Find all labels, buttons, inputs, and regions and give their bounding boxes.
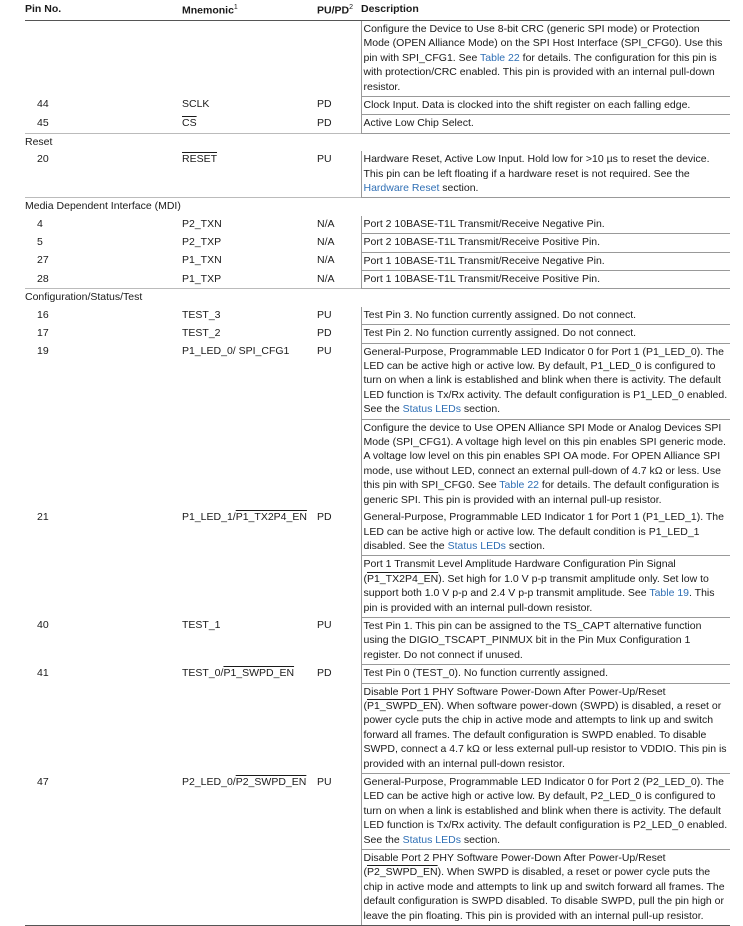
mnemonic: P1_TXN	[182, 254, 222, 267]
pupd: PU	[317, 345, 332, 358]
pupd: PU	[317, 308, 332, 321]
mnemonic: RESET	[182, 153, 218, 166]
table-row	[25, 115, 730, 133]
pin-number: 41	[37, 666, 49, 679]
table-row	[25, 216, 730, 234]
mnemonic: P2_TXP	[182, 235, 222, 248]
table-row	[25, 325, 730, 343]
description-cell: Configure the Device to Use 8-bit CRC (generic SPI mode) or Protection Mode (OPEN Alliance Mode) on the SPI Host Interface (SPI_CFG0). Use this pin with SPI_CFG1. See Table 22 for details. The configuration for this pin is with protection/CRC enabled. This pin is provided with an internal pull-down resistor.	[361, 20, 730, 96]
description-cell: Port 2 10BASE-T1L Transmit/Receive Negative Pin.	[361, 216, 730, 234]
mnemonic: P2_TXN	[182, 217, 222, 230]
table-row	[25, 252, 730, 270]
section-title: Media Dependent Interface (MDI)	[25, 198, 730, 216]
table-row	[25, 617, 730, 664]
table-row	[25, 234, 730, 252]
pin-number: 47	[37, 775, 49, 788]
pupd: PU	[317, 775, 332, 788]
mnemonic: P1_LED_0/ SPI_CFG1	[182, 345, 290, 358]
header-description: Description	[361, 0, 730, 20]
status-leds-link[interactable]: Status LEDs	[447, 539, 506, 552]
pupd: PU	[317, 619, 332, 632]
description-cell: Test Pin 3. No function currently assigned. Do not connect.	[361, 307, 730, 325]
section-title: Configuration/Status/Test	[25, 289, 730, 307]
description-cell: Port 1 10BASE-T1L Transmit/Receive Positive Pin.	[361, 271, 730, 289]
table-row	[25, 419, 730, 509]
pupd: N/A	[317, 254, 335, 267]
description-cell: General-Purpose, Programmable LED Indicator 1 for Port 1 (P1_LED_1). The LED can be active high or active low. The default condition is P1_LED_1 disabled. See the Status LEDs section.	[361, 509, 730, 556]
pin-number: 28	[37, 272, 49, 285]
pin-number: 20	[37, 153, 49, 166]
table-22-link[interactable]: Table 22	[499, 479, 539, 492]
table-row	[25, 850, 730, 926]
description-cell: Test Pin 2. No function currently assigned. Do not connect.	[361, 325, 730, 343]
pupd: N/A	[317, 217, 335, 230]
pin-number: 17	[37, 326, 49, 339]
section-row-reset	[25, 133, 730, 151]
mnemonic: TEST_1	[182, 619, 221, 632]
description-cell: Clock Input. Data is clocked into the shift register on each falling edge.	[361, 96, 730, 114]
header-pupd: $PU/PD^2$	[317, 0, 361, 20]
mnemonic: $\overline{CS}$	[182, 116, 197, 129]
description-cell: Disable Port 1 PHY Software Power-Down After Power-Up/Reset (P1_SWPD_EN). When software power-down (SWPD) is disabled, a reset or power cycle puts the chip in active mode and attempts to link up and switch forward all frames. The default configuration is SWPD enabled. To disable SWPD, connect a 4.7 kΩ or less external pull-up resistor to VDDIO. This pin is provided with an internal pull-down resistor.	[361, 683, 730, 773]
pin-number: 45	[37, 116, 49, 129]
description-cell: Test Pin 0 (TEST_0). No function currently assigned.	[361, 665, 730, 683]
description-cell: General-Purpose, Programmable LED Indicator 0 for Port 1 (P1_LED_0). The LED can be active high or active low. By default, P1_LED_0 is configured to turn on when a link is established and blink when there is activity. The default LED function is Tx/Rx activity. The default configuration is P1_LED_0 enabled. See the Status LEDs section.	[361, 343, 730, 419]
table-row	[25, 96, 730, 114]
pin-number: 19	[37, 345, 49, 358]
section-row-mdi	[25, 198, 730, 216]
description-cell: Active Low Chip Select.	[361, 115, 730, 133]
pin-function-table	[25, 0, 730, 926]
description-cell: Configure the device to Use OPEN Alliance SPI Mode or Analog Devices SPI Mode (SPI_CFG1). A voltage high level on this pin enables SPI generic mode. A voltage low level on this pin enables SPI OA mode. For OPEN Alliance SPI mode, use without LED, connect an external pull-down of 4.7 kΩ or less. Use this pin with SPI_CFG0. See Table 22 for details. The default configuration is generic SPI. This pin is provided with an internal pull-up resistor.	[361, 419, 730, 509]
status-leds-link[interactable]: Status LEDs	[402, 833, 461, 846]
mnemonic: TEST_3	[182, 308, 221, 321]
table-row	[25, 343, 730, 419]
table-row	[25, 509, 730, 556]
pupd: PD	[317, 326, 332, 339]
table-row	[25, 307, 730, 325]
header-pin-no: Pin No.	[25, 0, 182, 20]
table-row	[25, 271, 730, 289]
description-cell: Port 2 10BASE-T1L Transmit/Receive Positive Pin.	[361, 234, 730, 252]
table-row	[25, 20, 730, 96]
description-cell: Hardware Reset, Active Low Input. Hold low for >10 µs to reset the device. This pin can be left floating if a hardware reset is not required. See the Hardware Reset section.	[361, 151, 730, 198]
pupd: N/A	[317, 235, 335, 248]
table-row	[25, 774, 730, 850]
description-cell: Port 1 Transmit Level Amplitude Hardware Configuration Pin Signal (P1_TX2P4_EN). Set high for 1.0 V p-p transmit amplitude only. Set low to support both 1.0 V p-p and 2.4 V p-p transmit amplitude. See Table 19. This pin is provided with an internal pull-down resistor.	[361, 556, 730, 618]
table-row	[25, 151, 730, 198]
pin-number: 16	[37, 308, 49, 321]
description-cell: Disable Port 2 PHY Software Power-Down After Power-Up/Reset (P2_SWPD_EN). When SWPD is disabled, a reset or power cycle puts the chip in active mode and attempts to link up and switch forward all frames. The default configuration is SWPD disabled. To disable SWPD, pull the pin high or leave the pin floating. This pin is provided with an internal pull-up resistor.	[361, 850, 730, 926]
table-row	[25, 556, 730, 618]
pin-number: 5	[37, 235, 43, 248]
description-cell: General-Purpose, Programmable LED Indicator 0 for Port 2 (P2_LED_0). The LED can be active high or active low. By default, P2_LED_0 is configured to turn on when a link is established and blink when there is activity. The default LED function is Tx/Rx activity. The default configuration is P2_LED_0 enabled. See the Status LEDs section.	[361, 774, 730, 850]
pin-number: 44	[37, 98, 49, 111]
section-row-config	[25, 289, 730, 307]
mnemonic: TEST_0/P1_SWPD_EN	[182, 666, 295, 679]
table-row	[25, 665, 730, 683]
mnemonic: P1_LED_1/P1_TX2P4_EN	[182, 511, 307, 524]
pupd: PU	[317, 153, 332, 166]
section-title: Reset	[25, 133, 730, 151]
pupd: PD	[317, 116, 332, 129]
description-cell: Test Pin 1. This pin can be assigned to the TS_CAPT alternative function using the DIGIO_TSCAPT_PINMUX bit in the Pin Mux Configuration 1 register. Do not connect if unused.	[361, 617, 730, 664]
pin-number: 21	[37, 511, 49, 524]
table-19-link[interactable]: Table 19	[649, 587, 690, 600]
pupd: PD	[317, 666, 332, 679]
status-leds-link[interactable]: Status LEDs	[402, 403, 461, 416]
pin-number: 40	[37, 619, 49, 632]
mnemonic: P1_TXP	[182, 272, 222, 285]
mnemonic: P2_LED_0/P2_SWPD_EN	[182, 775, 307, 788]
pupd: PD	[317, 98, 332, 111]
header-mnemonic: Mnemonic$^1$	[182, 0, 317, 20]
pin-number: 27	[37, 254, 49, 267]
table-row	[25, 683, 730, 773]
description-cell: Port 1 10BASE-T1L Transmit/Receive Negative Pin.	[361, 252, 730, 270]
pupd: N/A	[317, 272, 335, 285]
table-22-link[interactable]: Table 22	[480, 51, 520, 64]
hardware-reset-link[interactable]: Hardware Reset	[363, 181, 440, 194]
mnemonic: TEST_2	[182, 326, 221, 339]
mnemonic: SCLK	[182, 98, 210, 111]
pin-number: 4	[37, 217, 43, 230]
pupd: PD	[317, 511, 332, 524]
table-header-row	[25, 0, 730, 20]
